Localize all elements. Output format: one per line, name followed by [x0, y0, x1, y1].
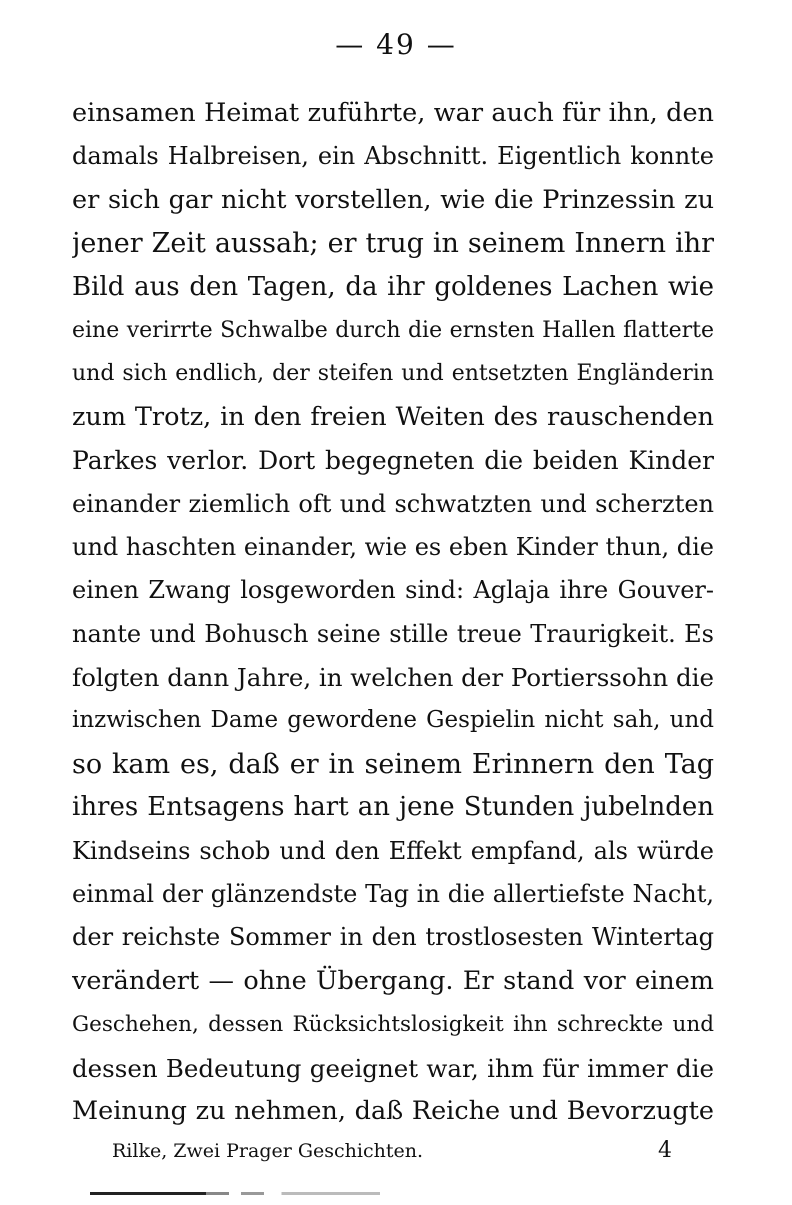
text-line: Geschehen, dessen Rücksichtslosigkeit ihn schreckte und [72, 1012, 714, 1038]
text-line: nante und Bohusch seine stille treue Traurigkeit. Es [72, 619, 714, 648]
text-line: der reichste Sommer in den trostlosesten Wintertag [72, 923, 714, 952]
text-line: damals Halbreisen, ein Abschnitt. Eigentlich konnte [72, 142, 714, 171]
text-line: zum Trotz, in den freien Weiten des rauschenden [72, 401, 714, 432]
text-line: und haschten einander, wie es eben Kinder thun, die [72, 532, 714, 561]
text-line: einen Zwang losgeworden sind: Aglaja ihre Gouver- [72, 576, 714, 605]
text-line: ihres Entsagens hart an jene Stunden jubelnden [72, 792, 714, 823]
text-line: Meinung zu nehmen, daß Reiche und Bevorzugte [72, 1095, 714, 1126]
text-line: verändert — ohne Übergang. Er stand vor einem [72, 965, 714, 996]
text-line: jener Zeit aussah; er trug in seinem Innern ihr [72, 228, 714, 260]
text-line: so kam es, daß er in seinem Erinnern den Tag [72, 748, 714, 780]
text-line: Parkes verlor. Dort begegneten die beiden Kinder [72, 446, 714, 476]
text-line: dessen Bedeutung geeignet war, ihm für immer die [72, 1053, 714, 1083]
footer-author-title: Rilke, Zwei Prager Geschichten. [112, 1140, 424, 1162]
page-number: — 49 — [335, 28, 457, 61]
text-line: Kindseins schob und den Effekt empfand, als würde [72, 836, 714, 865]
text-line: eine verirrte Schwalbe durch die ernsten Hallen flatterte [72, 317, 714, 343]
text-line: und sich endlich, der steifen und entsetzten Engländerin [72, 361, 714, 387]
text-line: inzwischen Dame gewordene Gespielin nicht sah, und [72, 707, 714, 734]
text-line: einmal der glänzendste Tag in die allertiefste Nacht, [72, 880, 714, 909]
text-line: einsamen Heimat zuführte, war auch für ihn, den [72, 98, 714, 128]
scan-artifact-line [90, 1192, 380, 1195]
text-line: einander ziemlich oft und schwatzten und scherzten [72, 489, 714, 518]
body-text [72, 92, 714, 1133]
text-line: folgten dann Jahre, in welchen der Portierssohn die [72, 663, 714, 693]
page-footer [112, 1136, 672, 1166]
text-line: Bild aus den Tagen, da ihr goldenes Lachen wie [72, 271, 714, 302]
text-line: er sich gar nicht vorstellen, wie die Prinzessin zu [72, 184, 714, 215]
footer-signature-mark: 4 [658, 1138, 672, 1163]
